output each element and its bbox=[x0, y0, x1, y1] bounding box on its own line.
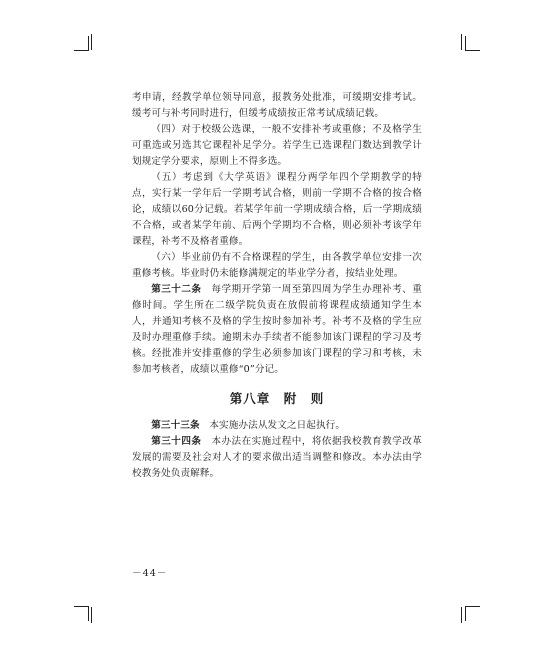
chapter-title: 第八章 附 则 bbox=[229, 391, 325, 406]
paragraph-1: （四）对于校级公选课，一般不安排补考或重修；不及格学生可重选或另选其它课程补足学分。若学生已选课程门数达到教学计划规定学分要求，原则上不得多选。 bbox=[132, 124, 422, 167]
crop-mark-bottom-right bbox=[465, 606, 480, 621]
crop-mark-top-right bbox=[465, 36, 480, 51]
paragraph-2: （五）考虑到《大学英语》课程分两学年四个学期教学的特点，实行某一学年后一学期考试合格，则前一学期不合格的按合格论，成绩以60分记载。若某学年前一学期成绩合格，后一学期成绩不合格，或者某学年前、后两个学期均不合格，则必须补考该学年课程，补考不及格者重修。 bbox=[132, 172, 422, 247]
paragraph-3: （六）毕业前仍有不合格课程的学生，由各教学单位安排一次重修考核。毕业时仍未能修满规定的毕业学分者，按结业处理。 bbox=[132, 252, 422, 279]
article-33: 第三十三条 本实施办法从发文之日起执行。 bbox=[151, 420, 346, 431]
paragraph-0: 考申请，经教学单位领导同意，报教务处批准，可缓期安排考试。缓考可与补考同时进行，但缓考成绩按正常考试成绩记载。 bbox=[132, 92, 422, 119]
crop-mark-top-left bbox=[74, 36, 89, 51]
article-32: 第三十二条 每学期开学第一周至第四周为学生办理补考、重修时间。学生所在二级学院负责在放假前将课程成绩通知学生本人，并通知考核不及格的学生按时参加补考。补考不及格的学生应及时办理重修手续。逾期未办手续者不能参加该门课程的学习及考核。经批准并安排重修的学生必须参加该门课程的学习和考核，未参加考核者，成绩以重修“0”分记。 bbox=[132, 284, 423, 375]
crop-mark-bottom-left bbox=[74, 606, 89, 621]
article-34: 第三十四条 本办法在实施过程中，将依据我校教育教学改革发展的需要及社会对人才的要求做出适当调整和修改。本办法由学校教务处负责解释。 bbox=[132, 436, 423, 479]
page-number: －44－ bbox=[132, 568, 168, 579]
document-body bbox=[132, 90, 422, 482]
